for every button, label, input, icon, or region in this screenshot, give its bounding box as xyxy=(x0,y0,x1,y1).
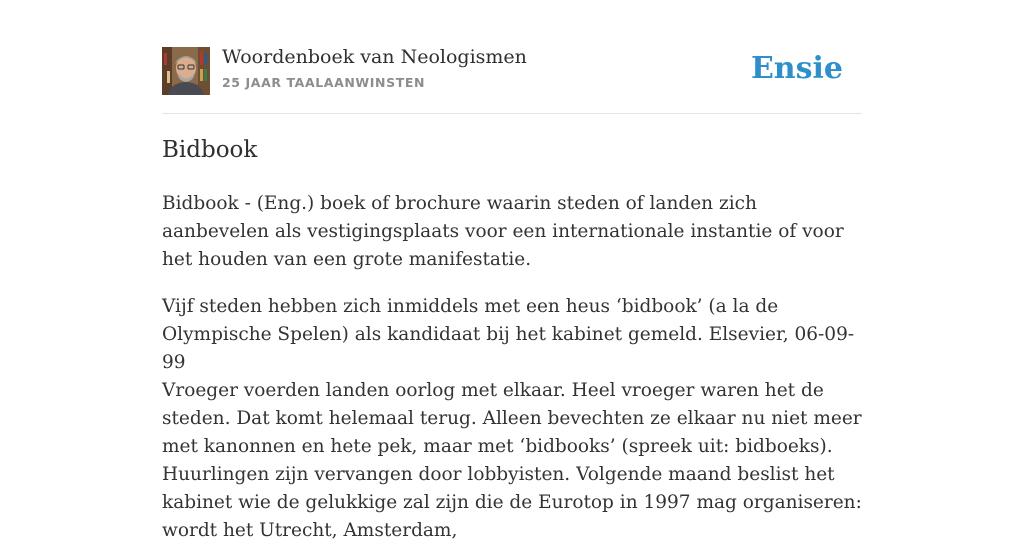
site-header xyxy=(162,0,862,114)
site-subtitle: 25 JAAR TAALAANWINSTEN xyxy=(222,75,426,90)
page xyxy=(162,0,862,541)
entry-quote: Vroeger voerden landen oorlog met elkaar. Heel vroeger waren het de steden. Dat komt helemaal terug. Alleen bevechten ze elkaar nu niet meer met kanonnen en hete pek, maar met ‘bidbooks’ (spreek uit: bidboeks). Huurlingen zijn vervangen door lobbyisten. Volgende maand beslist het kabinet wie de gelukkige zal zijn die de Eurotop in 1997 mag organiseren: wordt het Utrecht, Amsterdam, xyxy=(162,380,862,541)
author-avatar[interactable] xyxy=(162,47,210,95)
entry-quote: Vijf steden hebben zich inmiddels met een heus ‘bidbook’ (a la de Olympische Spelen) als kandidaat bij het kabinet gemeld. Elsevier, 06-09-99 xyxy=(162,296,855,373)
site-title[interactable]: Woordenboek van Neologismen xyxy=(222,46,527,68)
entry-definition: Bidbook - (Eng.) boek of brochure waarin steden of landen zich aanbevelen als vestigingsplaats voor een internationale instantie of voor het houden van een grote manifestatie. xyxy=(162,193,844,270)
author-portrait-icon xyxy=(162,47,210,95)
ensie-logo-link[interactable]: Ensie xyxy=(750,51,843,86)
entry-title: Bidbook xyxy=(162,137,258,163)
